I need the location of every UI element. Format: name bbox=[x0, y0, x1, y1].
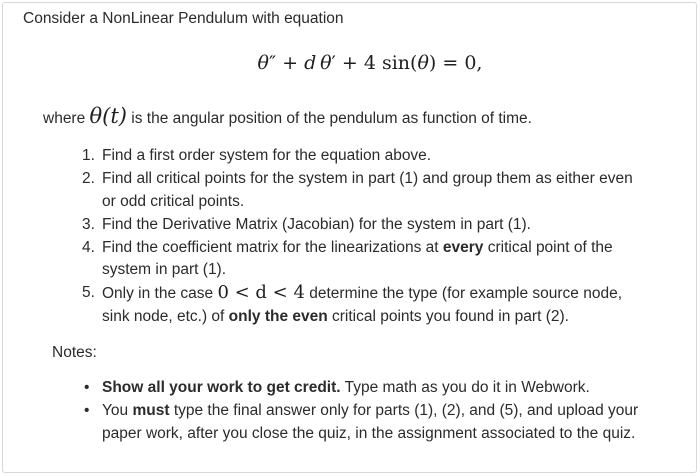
task-number: 3. bbox=[82, 215, 95, 233]
emphasis-show-work: Show all your work to get credit. bbox=[102, 379, 341, 396]
task-text: critical points you found in part (2). bbox=[327, 307, 569, 325]
inequality-math: 0 < d < 4 bbox=[217, 282, 305, 303]
task-text: Find all critical points for the system in part (1) and group them as either even or odd critical points. bbox=[102, 170, 633, 210]
eq-prime: ′ bbox=[331, 52, 336, 74]
where-line bbox=[43, 104, 532, 128]
notes-list bbox=[84, 376, 644, 445]
note-text: Type math as you do it in Webwork. bbox=[340, 379, 590, 396]
task-text: Find a first order system for the equation above. bbox=[102, 147, 432, 164]
note-text: You bbox=[102, 402, 133, 419]
task-item bbox=[82, 282, 642, 328]
task-item bbox=[82, 145, 642, 168]
task-number: 4. bbox=[82, 238, 95, 256]
task-text: Find the coefficient matrix for the linearizations at bbox=[102, 238, 443, 256]
eq-tail: ) = 0, bbox=[428, 52, 483, 74]
note-item bbox=[84, 399, 644, 445]
eq-plus: + bbox=[276, 52, 305, 74]
task-text: critical point of the system in part (1). bbox=[102, 238, 613, 278]
emphasis-must: must bbox=[132, 402, 170, 419]
intro-text: Consider a NonLinear Pendulum with equation bbox=[23, 10, 344, 27]
note-item bbox=[84, 376, 644, 399]
task-text: Find the Derivative Matrix (Jacobian) for the system in part (1). bbox=[102, 215, 531, 233]
eq-d: d bbox=[304, 52, 317, 74]
emphasis-only-even: only the even bbox=[228, 307, 328, 325]
eq-theta: θ bbox=[320, 52, 332, 74]
pendulum-equation bbox=[0, 52, 700, 74]
task-item bbox=[82, 237, 642, 282]
where-suffix: is the angular position of the pendulum as function of time. bbox=[127, 110, 532, 127]
task-item bbox=[82, 214, 642, 237]
eq-theta: θ bbox=[257, 52, 269, 74]
bullet: • bbox=[84, 402, 90, 419]
task-text: Only in the case bbox=[102, 285, 218, 302]
theta-of-t: θ(t) bbox=[89, 104, 127, 128]
eq-theta: θ bbox=[417, 52, 429, 74]
task-number: 1. bbox=[82, 147, 95, 164]
task-number: 5. bbox=[82, 284, 95, 301]
notes-heading: Notes: bbox=[52, 344, 97, 361]
where-prefix: where bbox=[43, 110, 90, 127]
bullet: • bbox=[84, 379, 90, 396]
emphasis-every: every bbox=[442, 238, 484, 256]
task-number: 2. bbox=[82, 170, 95, 187]
eq-double-prime: ″ bbox=[268, 52, 277, 74]
task-list bbox=[82, 145, 642, 329]
eq-sin-term: + 4 sin( bbox=[335, 52, 418, 74]
task-text: determine the type (for example source node, sink node, etc.) of bbox=[102, 285, 622, 325]
note-text: type the final answer only for parts (1), (2), and (5), and upload your paper work, after you close the quiz, in the assignment associated to the quiz. bbox=[102, 402, 639, 442]
task-item bbox=[82, 168, 642, 213]
